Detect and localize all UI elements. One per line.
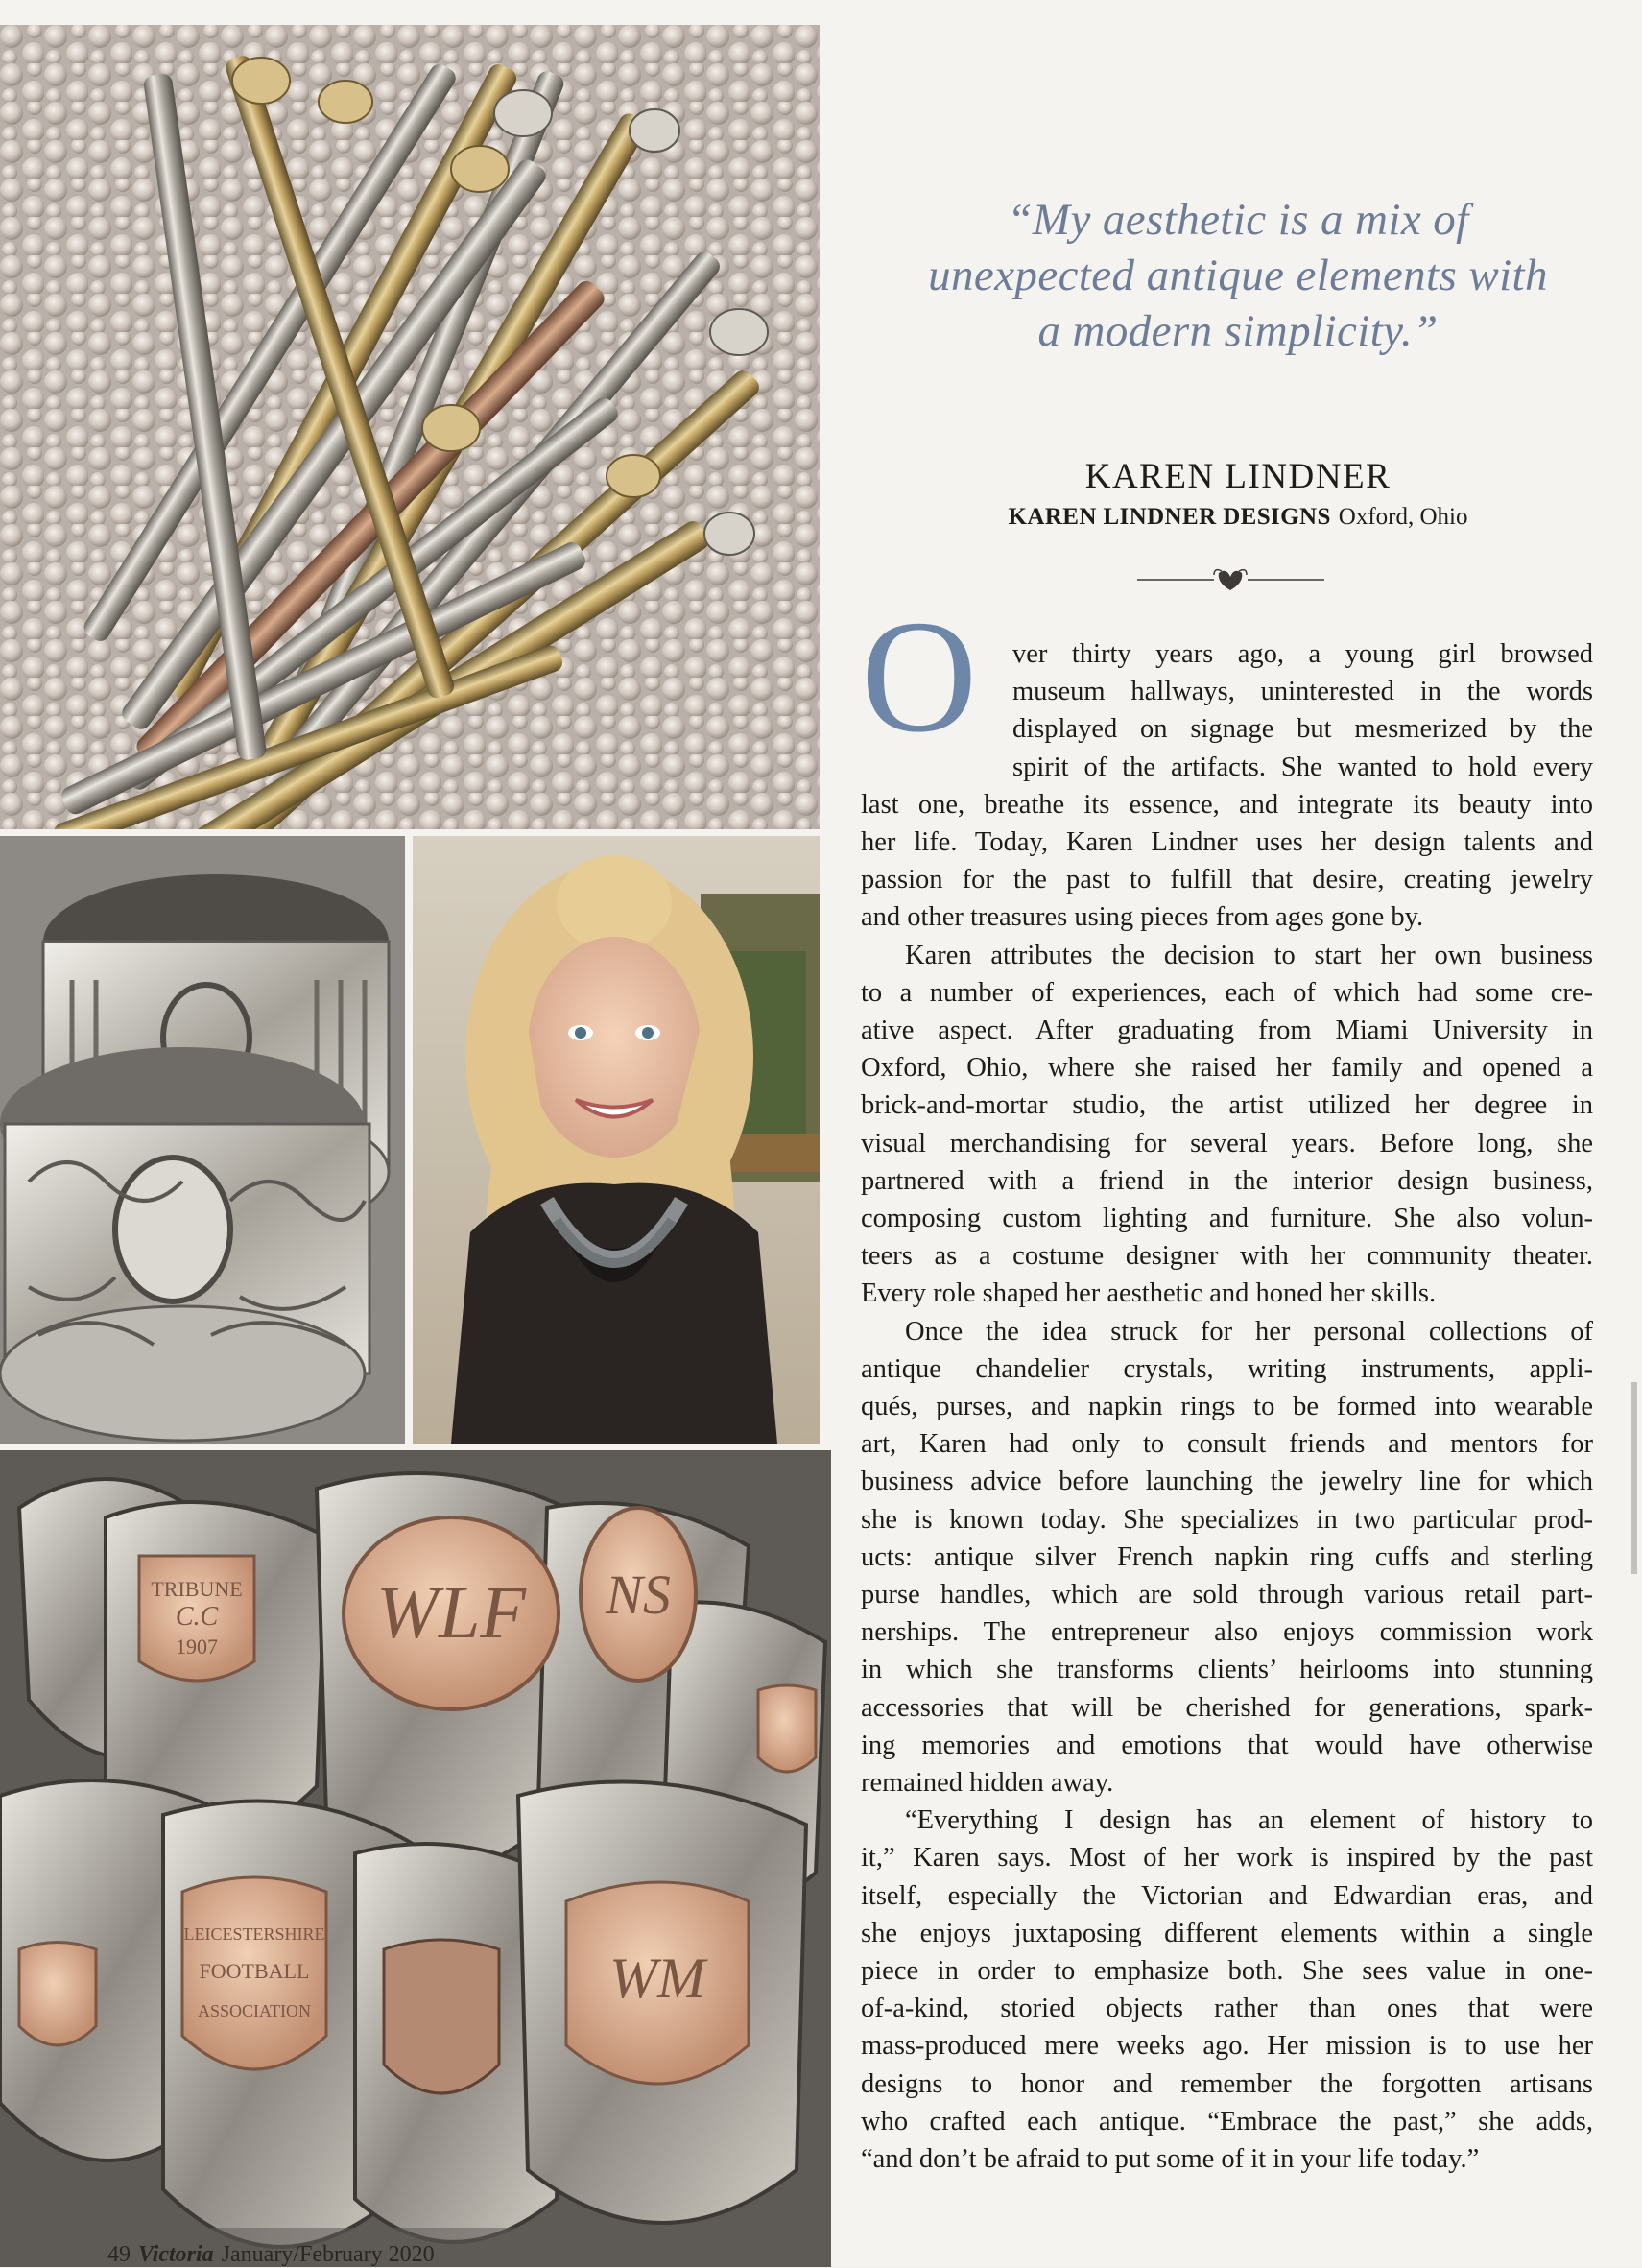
article-line: “Everything I design has an element of history to: [905, 1805, 1593, 1836]
article-line: art, Karen had only to consult friends and mentors for: [861, 1429, 1593, 1460]
issue-date: January/February 2020: [221, 2242, 435, 2267]
fob-engraving-football: FOOTBALL: [199, 1959, 310, 1983]
pull-quote-line: unexpected antique elements with: [928, 251, 1548, 300]
pull-quote-line: a modern simplicity.”: [1037, 306, 1439, 356]
article-line: in which she transforms clients’ heirlooms into stunning: [861, 1655, 1593, 1685]
fob-engraving-initials-cc: C.C: [175, 1602, 219, 1632]
article-line: antique chandelier crystals, writing instruments, appli-: [861, 1353, 1593, 1384]
fob-engraving-tribune: TRIBUNE: [151, 1577, 243, 1601]
photo-silver-cuffs: [0, 836, 405, 1444]
article-line: her life. Today, Karen Lindner uses her design talents and: [861, 827, 1593, 857]
article-line: passion for the past to fulfill that desire, creating jewelry: [861, 865, 1593, 895]
article-line: partnered with a friend in the interior design business,: [861, 1165, 1593, 1196]
article-line: ucts: antique silver French napkin ring cuffs and sterling: [861, 1541, 1593, 1572]
gutter-edge-marks: [1631, 1382, 1639, 1574]
article-line: ver thirty years ago, a young girl browsed: [1012, 639, 1593, 669]
page-number: 49: [107, 2242, 131, 2267]
article-line: mass-produced mere weeks ago. Her mission is to use her: [861, 2031, 1593, 2062]
fob-engraving-leicestershire: LEICESTERSHIRE: [183, 1924, 325, 1944]
drop-cap: O: [861, 587, 978, 766]
article-line: accessories that will be cherished for generations, spark-: [861, 1692, 1593, 1723]
article-line: it,” Karen says. Most of her work is inspired by the past: [861, 1843, 1593, 1874]
article-line: teers as a costume designer with her community theater.: [861, 1241, 1593, 1272]
article-line: piece in order to emphasize both. She sees value in one-: [861, 1956, 1593, 1986]
article-line: spirit of the artifacts. She wanted to hold every: [1012, 752, 1593, 782]
article-line: who crafted each antique. “Embrace the past,” she adds,: [861, 2106, 1593, 2137]
fob-engraving-wlf: WLF: [376, 1570, 526, 1654]
article-line: ing memories and emotions that would have otherwise: [861, 1730, 1593, 1760]
fob-engraving-year: 1907: [176, 1635, 218, 1659]
fob-engraving-ns: NS: [606, 1564, 671, 1626]
article-line: nerships. The entrepreneur also enjoys commission work: [861, 1617, 1593, 1648]
article-line: displayed on signage but mesmerized by the: [1012, 714, 1593, 745]
article-line: Every role shaped her aesthetic and honed her skills.: [861, 1278, 1437, 1309]
article-line: business advice before launching the jewelry line for which: [861, 1467, 1593, 1497]
fob-engraving-wm: WM: [609, 1946, 705, 2010]
article-line: Karen attributes the decision to start her own business: [905, 940, 1593, 970]
article-line: Oxford, Ohio, where she raised her family and opened a: [861, 1053, 1593, 1084]
article-line: to a number of experiences, each of which had some cre-: [861, 977, 1593, 1008]
byline-details: [859, 504, 1617, 531]
company-name: KAREN LINDNER DESIGNS: [1008, 504, 1331, 530]
article-line: last one, breathe its essence, and integrate its beauty into: [861, 789, 1593, 820]
article-line: she enjoys juxtaposing different elements within a single: [861, 1918, 1593, 1948]
pull-quote-line: “My aesthetic is a mix of: [1007, 195, 1469, 245]
article-line: remained hidden away.: [861, 1768, 1114, 1798]
article-line: itself, especially the Victorian and Edwardian eras, and: [861, 1880, 1593, 1911]
article-line: Once the idea struck for her personal collections of: [905, 1316, 1593, 1347]
article-line: visual merchandising for several years. Before long, she: [861, 1128, 1593, 1158]
page-footer: [107, 2242, 435, 2268]
article-line: ative aspect. After graduating from Miami University in: [861, 1015, 1593, 1045]
article-line: brick-and-mortar studio, the artist utilized her degree in: [861, 1090, 1593, 1121]
ornament-divider-icon: [1137, 563, 1324, 596]
article-line: designs to honor and remember the forgotten artisans: [861, 2068, 1593, 2099]
photo-antique-pencils: [0, 25, 820, 829]
artist-name: KAREN LINDNER: [1084, 457, 1392, 496]
article-line: museum hallways, uninterested in the words: [1012, 677, 1593, 707]
article-line: “and don’t be afraid to put some of it in your life today.”: [861, 2144, 1480, 2174]
article-line: of-a-kind, storied objects rather than ones that were: [861, 1993, 1593, 2024]
photo-silver-fobs: [0, 1450, 831, 2267]
pull-quote: [859, 192, 1617, 359]
article-line: she is known today. She specializes in two particular prod-: [861, 1504, 1593, 1535]
magazine-title: Victoria: [138, 2242, 214, 2267]
location: Oxford, Ohio: [1338, 504, 1468, 530]
article-line: qués, purses, and napkin rings to be formed into wearable: [861, 1392, 1593, 1421]
photo-designer-portrait: [413, 836, 820, 1444]
fob-engraving-association: ASSOCIATION: [197, 2001, 312, 2020]
article-line: purse handles, which are sold through various retail part-: [861, 1580, 1593, 1610]
article-line: composing custom lighting and furniture. She also volun-: [861, 1204, 1593, 1233]
article-line: and other treasures using pieces from ages gone by.: [861, 902, 1424, 933]
